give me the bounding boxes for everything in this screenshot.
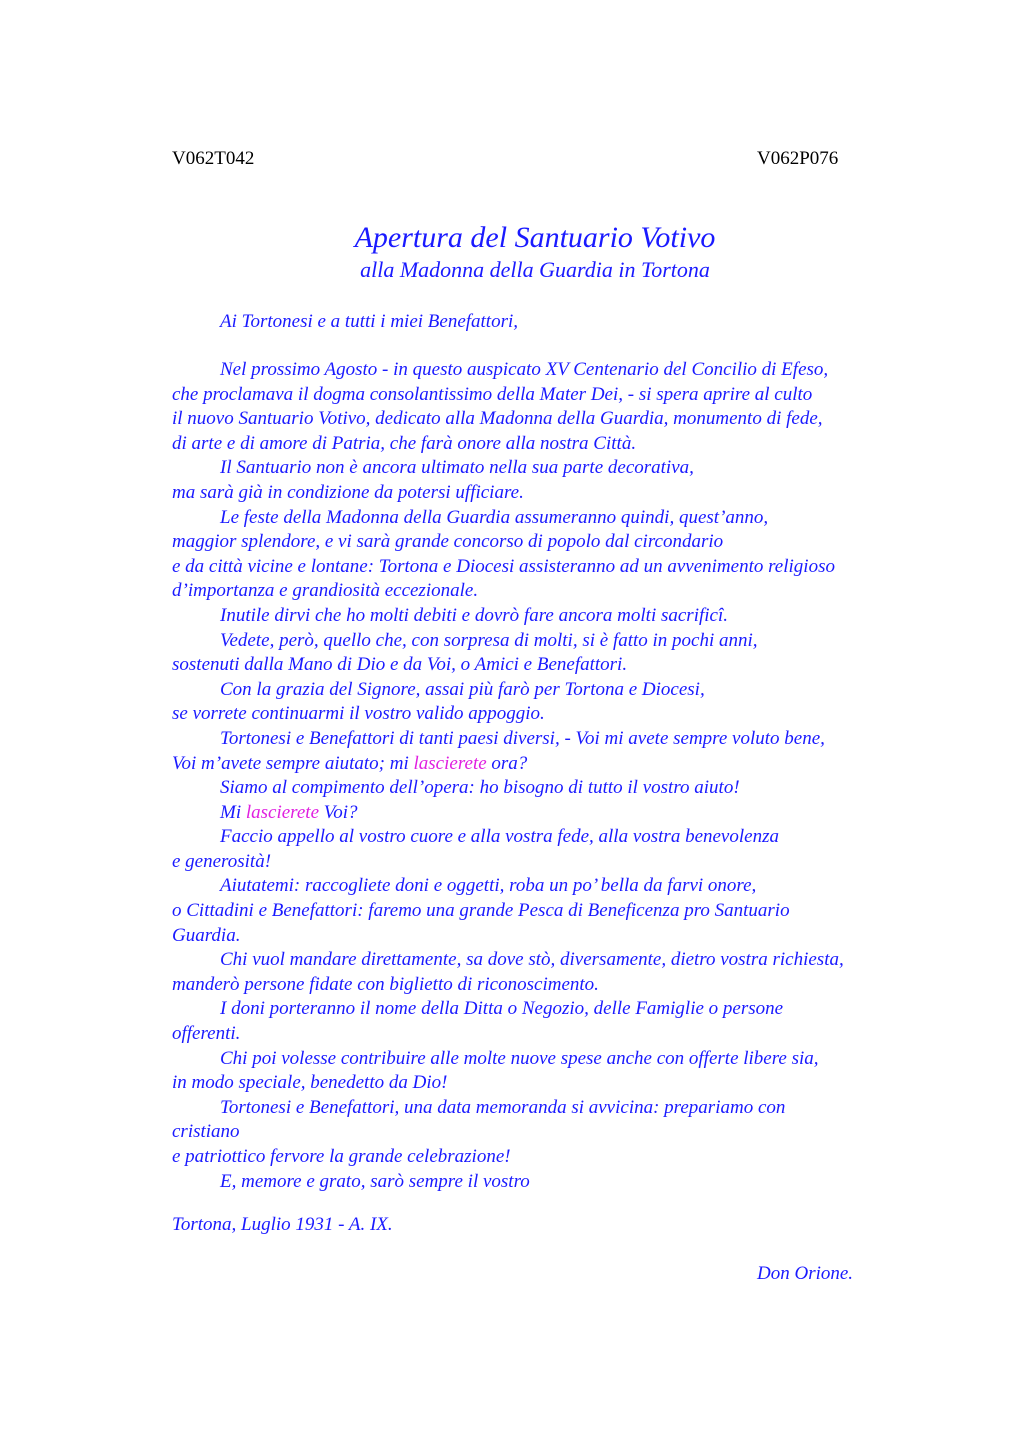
body-line [172, 481, 912, 506]
body-line [172, 801, 912, 826]
body-text-segment: offerenti. [172, 1023, 241, 1045]
page-subtitle: alla Madonna della Guardia in Tortona [360, 257, 710, 282]
body-line [172, 1145, 912, 1170]
body-line [172, 948, 912, 973]
body-line [172, 506, 912, 531]
body-line [172, 383, 912, 408]
body-text-segment: Le feste della Madonna della Guardia assumeranno quindi, quest’anno, [220, 506, 769, 528]
greeting: Ai Tortonesi e a tutti i miei Benefattori, [220, 311, 519, 332]
body-text-segment: Con la grazia del Signore, assai più farò per Tortona e Diocesi, [220, 678, 705, 700]
body-text-segment: cristiano [172, 1121, 240, 1143]
body-text-segment: Nel prossimo Agosto - in questo auspicato XV Centenario del Concilio di Efeso, [220, 359, 829, 380]
body-text-segment: Tortonesi e Benefattori, una data memoranda si avvicina: prepariamo con [220, 1096, 786, 1118]
body-line [172, 899, 912, 924]
body-text-segment: il nuovo Santuario Votivo, dedicato alla Madonna della Guardia, monumento di fede, [172, 408, 823, 430]
body-text-segment: che proclamava il dogma consolantissimo della Mater Dei, - si spera aprire al culto [172, 383, 813, 405]
highlighted-word: lascierete [245, 801, 320, 823]
document-code-right: V062P076 [757, 148, 839, 169]
body-text-segment: E, memore e grato, sarò sempre il vostro [220, 1170, 530, 1192]
body-text-segment: Vedete, però, quello che, con sorpresa di molti, si è fatto in pochi anni, [220, 629, 758, 651]
body-line [172, 555, 912, 580]
body-line [172, 752, 912, 777]
body-text-segment: I doni porteranno il nome della Ditta o Negozio, delle Famiglie o persone [220, 998, 784, 1020]
body-text-segment: se vorrete continuarmi il vostro valido appoggio. [172, 703, 545, 725]
body-text-segment: Chi poi volesse contribuire alle molte nuove spese anche con offerte libere sia, [220, 1047, 819, 1069]
body-line [172, 432, 912, 457]
body-text-segment: Faccio appello al vostro cuore e alla vostra fede, alla vostra benevolenza [220, 826, 779, 848]
highlighted-word: lascierete [413, 752, 487, 774]
body-text-segment: in modo speciale, benedetto da Dio! [172, 1072, 448, 1094]
body-line [172, 678, 912, 703]
body-text-segment: Mi [220, 801, 246, 823]
body-text-segment: e generosità! [172, 850, 272, 872]
body-line [172, 924, 912, 949]
body-line [172, 825, 912, 850]
body-line [172, 604, 912, 629]
signature: Don Orione. [757, 1263, 854, 1284]
body-text-segment: Aiutatemi: raccogliete doni e oggetti, roba un po’ bella da farvi onore, [220, 875, 757, 897]
document-code-left: V062T042 [172, 148, 255, 169]
body-text-segment: Il Santuario non è ancora ultimato nella sua parte decorativa, [220, 457, 694, 479]
body-line [172, 407, 912, 432]
body-text-segment: di arte e di amore di Patria, che farà onore alla nostra Città. [172, 432, 637, 454]
body-text-segment: o Cittadini e Benefattori: faremo una grande Pesca di Beneficenza pro Santuario [172, 900, 790, 922]
body-line [172, 973, 912, 998]
body-text-segment: manderò persone fidate con biglietto di riconoscimento. [172, 973, 599, 995]
body-text-segment: Siamo al compimento dell’opera: ho bisogno di tutto il vostro aiuto! [220, 777, 740, 799]
body-text-segment: e da città vicine e lontane: Tortona e Diocesi assisteranno ad un avvenimento religioso [172, 555, 835, 577]
body-text-segment: Voi m’avete sempre aiutato; mi [172, 752, 414, 774]
place-date: Tortona, Luglio 1931 - A. IX. [172, 1214, 393, 1235]
body-line [172, 1120, 912, 1145]
body-line [172, 530, 912, 555]
page-title: Apertura del Santuario Votivo [354, 221, 716, 254]
body-text-segment: maggior splendore, e vi sarà grande concorso di popolo dal circondario [172, 531, 724, 553]
body-line [172, 653, 912, 678]
body-line [172, 850, 912, 875]
body-line [172, 1047, 912, 1072]
body-line [172, 1022, 912, 1047]
body-line [172, 1170, 912, 1195]
body-text-segment: d’importanza e grandiosità eccezionale. [172, 580, 479, 602]
body-line [172, 1096, 912, 1121]
body-line [172, 1071, 912, 1096]
body-text-segment: Inutile dirvi che ho molti debiti e dovrò fare ancora molti sacrificî. [220, 604, 728, 626]
body-text-segment: Voi? [319, 801, 358, 823]
letter-body [172, 358, 912, 1194]
body-line [172, 702, 912, 727]
body-text-segment: Chi vuol mandare direttamente, sa dove stò, diversamente, dietro vostra richiesta, [220, 949, 844, 971]
body-line [172, 579, 912, 604]
body-text-segment: ma sarà già in condizione da potersi ufficiare. [172, 481, 524, 503]
body-line [172, 874, 912, 899]
body-line [172, 776, 912, 801]
body-line [172, 727, 912, 752]
body-text-segment: Tortonesi e Benefattori di tanti paesi diversi, - Voi mi avete sempre voluto bene, [220, 727, 825, 749]
body-line [172, 456, 912, 481]
body-line [172, 629, 912, 654]
body-text-segment: Guardia. [172, 924, 241, 946]
body-text-segment: ora? [486, 752, 528, 774]
body-text-segment: sostenuti dalla Mano di Dio e da Voi, o Amici e Benefattori. [172, 654, 628, 676]
body-text-segment: e patriottico fervore la grande celebrazione! [172, 1146, 511, 1167]
body-line [172, 997, 912, 1022]
body-line [172, 358, 912, 383]
